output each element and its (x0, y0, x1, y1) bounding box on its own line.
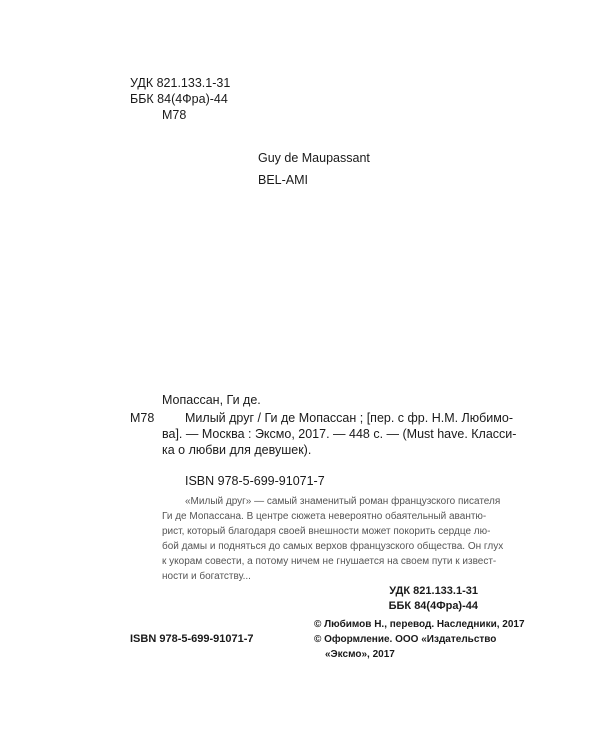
footer-isbn: ISBN 978-5-699-91071-7 (130, 633, 254, 645)
catalog-line: Милый друг / Ги де Мопассан ; [пер. с фр. Н.М. Любимо- (185, 411, 513, 425)
annotation-line: рист, который благодаря своей внешности может покорить сердце лю- (162, 526, 491, 537)
author-mark: М78 (162, 108, 187, 122)
annotation-line: бой дамы и подняться до самых верхов французского общества. Он глух (162, 541, 504, 552)
copyright-line: «Эксмо», 2017 (325, 649, 395, 660)
bottom-udk: УДК 821.133.1-31 (389, 585, 478, 597)
bottom-bbk: ББК 84(4Фра)-44 (388, 600, 478, 612)
catalog-line: ка о любви для девушек). (162, 443, 312, 457)
catalog-isbn: ISBN 978-5-699-91071-7 (185, 474, 325, 488)
catalog-line: ва]. — Москва : Эксмо, 2017. — 448 с. — (Must have. Класси- (162, 427, 517, 441)
annotation-line: ности и богатству... (162, 571, 251, 582)
bbk-code: ББК 84(4Фра)-44 (130, 92, 228, 106)
udk-code: УДК 821.133.1-31 (130, 76, 231, 90)
annotation-line: Ги де Мопассана. В центре сюжета невероятно обаятельный авантю- (162, 511, 487, 522)
original-author: Guy de Maupassant (258, 151, 370, 165)
original-title: BEL-AMI (258, 173, 309, 187)
annotation-line: «Милый друг» — самый знаменитый роман французского писателя (185, 496, 501, 507)
copyright-line: © Любимов Н., перевод. Наследники, 2017 (314, 619, 525, 630)
annotation-line: к укорам совести, а потому ничем не гнушается на своем пути к извест- (162, 556, 497, 567)
copyright-line: © Оформление. ООО «Издательство (314, 634, 497, 645)
catalog-code: М78 (130, 411, 155, 425)
catalog-heading: Мопассан, Ги де. (162, 393, 261, 407)
